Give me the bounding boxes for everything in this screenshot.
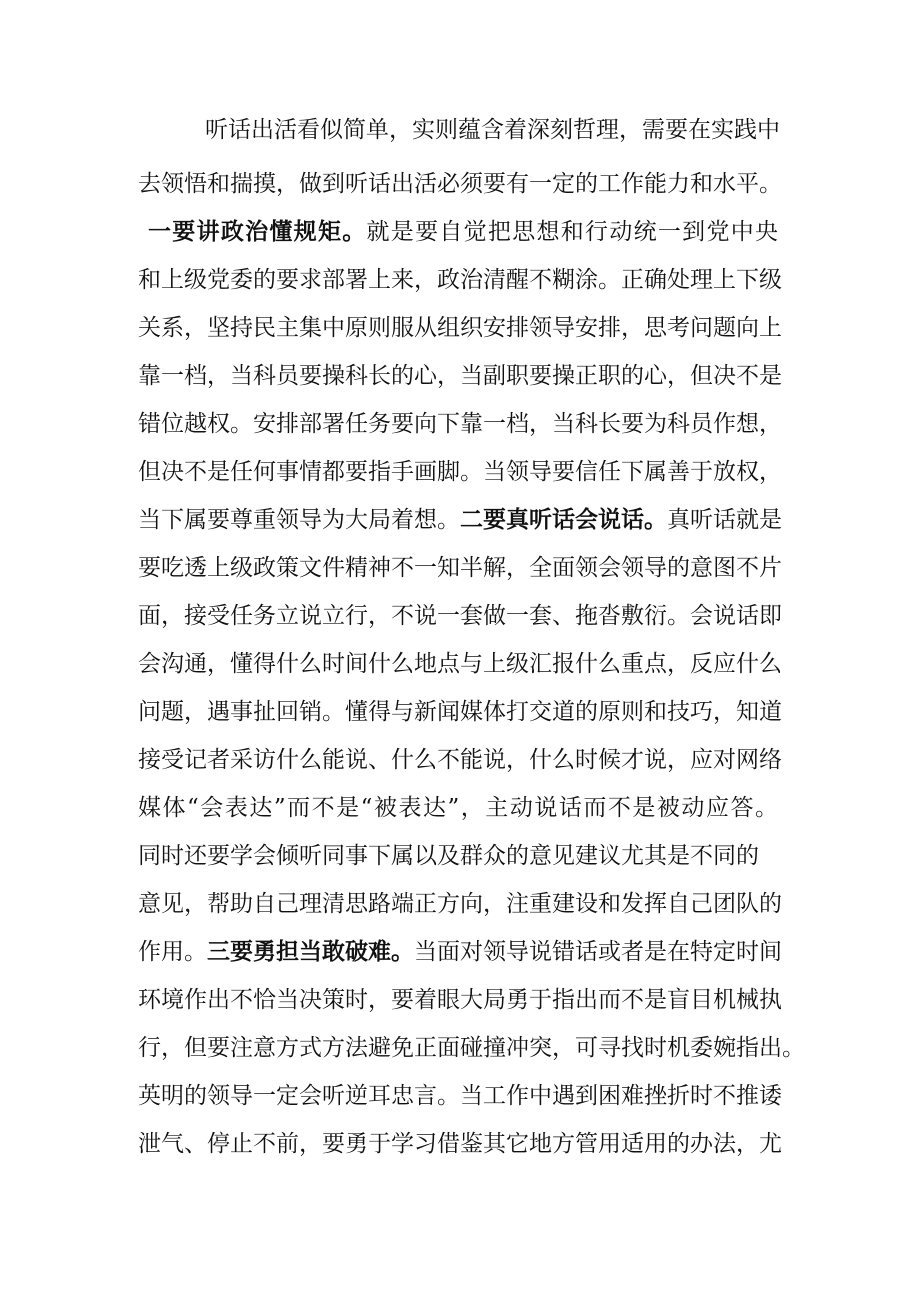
section-heading: 一要讲政治懂规矩。 bbox=[148, 218, 367, 245]
text-run: 关系，坚持民主集中原则服从组织安排领导安排，思考问题向上 bbox=[138, 315, 782, 341]
paragraph-line bbox=[138, 1074, 782, 1118]
text-run: 错位越权。安排部署任务要向下靠一档，当科长要为科员作想， bbox=[138, 411, 782, 437]
text-run: 接受记者采访什么能说、什么不能说，什么时候才说，应对网络 bbox=[138, 747, 782, 773]
paragraph-line bbox=[138, 594, 782, 638]
paragraph-line bbox=[138, 258, 782, 302]
paragraph-line bbox=[138, 450, 782, 494]
text-run: 当下属要尊重领导为大局着想。 bbox=[138, 507, 460, 533]
paragraph-line bbox=[138, 834, 763, 878]
text-run: 但决不是任何事情都要指手画脚。当领导要信任下属善于放权， bbox=[138, 459, 782, 485]
text-run: 和上级党委的要求部署上来，政治清醒不糊涂。正确处理上下级 bbox=[138, 267, 782, 293]
text-run: 真听话就是 bbox=[667, 507, 782, 533]
text-run: 靠一档，当科员要操科长的心，当副职要操正职的心，但决不是 bbox=[138, 363, 782, 389]
paragraph-line bbox=[138, 930, 782, 974]
text-run: 会沟通，懂得什么时间什么地点与上级汇报什么重点，反应什么 bbox=[138, 651, 782, 677]
paragraph-line bbox=[138, 1122, 782, 1166]
paragraph-line bbox=[138, 354, 782, 398]
paragraph-line bbox=[138, 978, 782, 1022]
text-run: 意见，帮助自己理清思路端正方向，注重建设和发挥自己团队的 bbox=[138, 891, 782, 917]
text-run: 作用。 bbox=[138, 939, 207, 965]
section-heading: 三要勇担当敢破难。 bbox=[207, 938, 414, 965]
paragraph-line bbox=[138, 882, 782, 926]
text-run: 泄气、停止不前，要勇于学习借鉴其它地方管用适用的办法，尤 bbox=[138, 1131, 782, 1157]
text-run: 问题，遇事扯回销。懂得与新闻媒体打交道的原则和技巧，知道 bbox=[138, 699, 782, 725]
paragraph-line bbox=[205, 108, 778, 152]
paragraph-line bbox=[148, 210, 778, 254]
paragraph-line bbox=[138, 642, 782, 686]
paragraph-line bbox=[138, 162, 782, 206]
text-run: 听话出活看似简单，实则蕴含着深刻哲理，需要在实践中 bbox=[205, 117, 780, 143]
text-run: 面，接受任务立说立行，不说一套做一套、拖沓敷衍。会说话即 bbox=[138, 603, 782, 629]
text-run: 英明的领导一定会听逆耳忠言。当工作中遇到困难挫折时不推诿 bbox=[138, 1083, 782, 1109]
text-run: 就是要自觉把思想和行动统一到党中央 bbox=[366, 219, 779, 245]
paragraph-line bbox=[138, 402, 782, 446]
text-run: 去领悟和揣摸，做到听话出活必须要有一定的工作能力和水平。 bbox=[138, 171, 782, 197]
paragraph-line bbox=[138, 738, 782, 782]
text-run: 要吃透上级政策文件精神不一知半解，全面领会领导的意图不片 bbox=[138, 555, 782, 581]
text-run: 当面对领导说错话或者是在特定时间 bbox=[414, 939, 782, 965]
text-run: 同时还要学会倾听同事下属以及群众的意见建议尤其是不同的 bbox=[138, 843, 759, 869]
paragraph-line bbox=[138, 786, 778, 830]
paragraph-line bbox=[138, 546, 782, 590]
section-heading: 二要真听话会说话。 bbox=[460, 506, 667, 533]
text-run: 行，但要注意方式方法避免正面碰撞冲突，可寻找时机委婉指出。 bbox=[138, 1035, 805, 1061]
paragraph-line bbox=[138, 690, 782, 734]
paragraph-line bbox=[138, 498, 782, 542]
paragraph-line bbox=[138, 1026, 805, 1070]
text-run: 环境作出不恰当决策时，要着眼大局勇于指出而不是盲目机械执 bbox=[138, 987, 782, 1013]
text-run: 媒体“会表达”而不是“被表达”，主动说话而不是被动应答。 bbox=[138, 795, 778, 821]
paragraph-line bbox=[138, 306, 782, 350]
